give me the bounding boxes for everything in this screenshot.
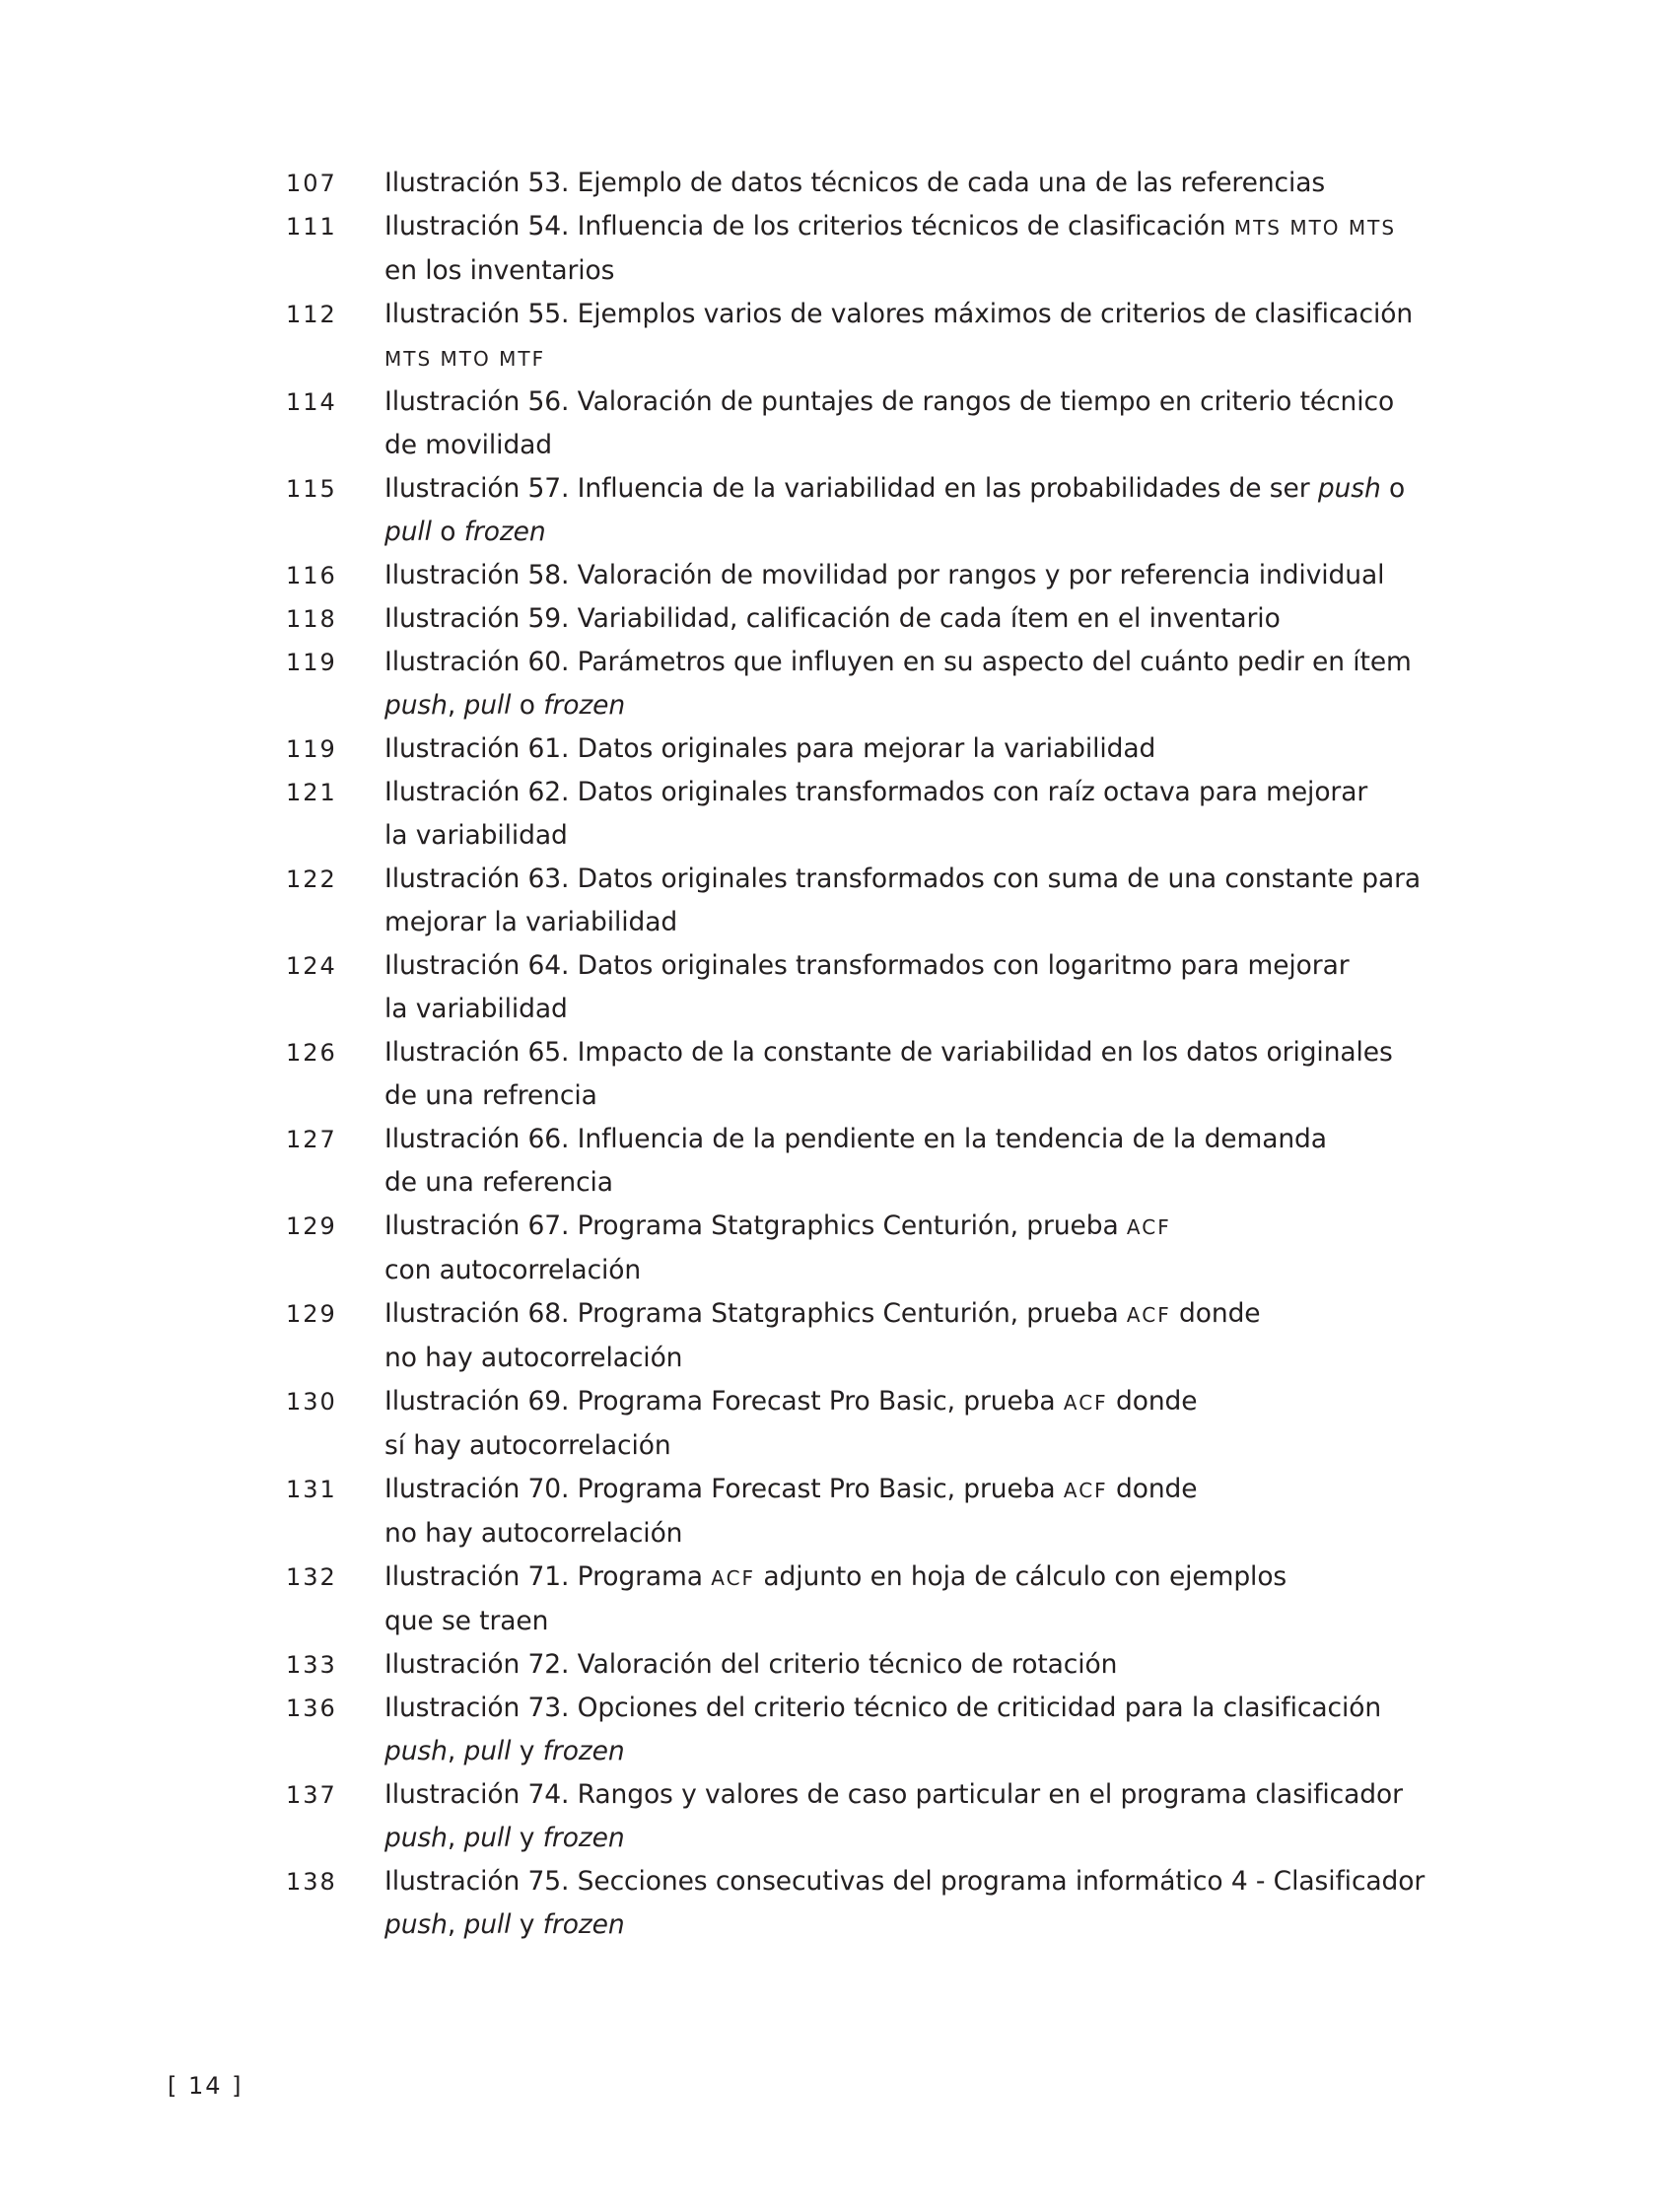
entry-title-line <box>384 1292 1449 1337</box>
entry-text-segment: ACF <box>1063 1391 1108 1415</box>
entry-label: Ilustración 69. <box>384 1386 570 1417</box>
entry-page-number: 131 <box>286 1476 337 1503</box>
toc-entry <box>286 293 1449 380</box>
entry-label: Ilustración 58. <box>384 560 570 590</box>
entry-text-segment: de una referencia <box>384 1167 613 1198</box>
entry-text-segment: , <box>447 1736 464 1766</box>
entry-text-segment: MTS MTO MTS <box>1233 216 1397 240</box>
entry-text-segment: , <box>447 1909 464 1940</box>
toc-entry <box>286 858 1449 944</box>
entry-label: Ilustración 55. <box>384 299 570 329</box>
entry-title-line <box>384 467 1449 511</box>
entry-text-segment: frozen <box>542 1909 625 1940</box>
entry-title-line <box>384 641 1449 684</box>
entry-title-line <box>384 424 1449 467</box>
entry-text-segment: MTS MTO MTF <box>384 347 546 371</box>
entry-text-segment: Programa <box>569 1561 712 1592</box>
entry-text-segment: adjunto en hoja de cálculo con ejemplos <box>755 1561 1287 1592</box>
entry-text-segment: y <box>511 1736 543 1766</box>
entry-label: Ilustración 73. <box>384 1693 570 1723</box>
entry-label: Ilustración 65. <box>384 1037 570 1068</box>
entry-title-line <box>384 1380 1449 1424</box>
entry-text-segment: frozen <box>463 517 546 547</box>
entry-label: Ilustración 70. <box>384 1474 570 1504</box>
entry-text-segment: push <box>1317 473 1381 504</box>
toc-entry <box>286 641 1449 727</box>
entry-page-number: 127 <box>286 1126 337 1153</box>
entry-text-segment: push <box>384 1823 448 1853</box>
entry-title-line <box>384 1643 1449 1687</box>
toc-entry <box>286 1468 1449 1555</box>
entry-title <box>384 858 1449 944</box>
entry-text-segment: o <box>431 517 464 547</box>
entry-text-segment: Valoración de movilidad por rangos y por referencia individual <box>569 560 1385 590</box>
entry-text-segment: push <box>384 1736 448 1766</box>
entry-label: Ilustración 66. <box>384 1124 570 1154</box>
entry-page-number: 112 <box>286 301 337 328</box>
entry-text-segment: o <box>1380 473 1406 504</box>
entry-text-segment: ACF <box>1126 1215 1171 1239</box>
entry-title-line <box>384 1817 1449 1860</box>
entry-label: Ilustración 54. <box>384 211 570 242</box>
toc-entry <box>286 1860 1449 1947</box>
toc-entry <box>286 380 1449 467</box>
entry-title <box>384 1205 1449 1292</box>
entry-title-line <box>384 1512 1449 1555</box>
entry-title-line <box>384 1337 1449 1380</box>
entry-title-line <box>384 858 1449 901</box>
entry-text-segment: Valoración de puntajes de rangos de tiempo en criterio técnico <box>569 386 1395 417</box>
entry-text-segment: Ejemplo de datos técnicos de cada una de las referencias <box>569 168 1326 198</box>
entry-title <box>384 467 1449 554</box>
entry-page-number: 119 <box>286 735 337 763</box>
entry-label: Ilustración 64. <box>384 950 570 981</box>
entry-text-segment: Impacto de la constante de variabilidad en los datos originales <box>569 1037 1393 1068</box>
entry-text-segment: la variabilidad <box>384 994 568 1024</box>
entry-text-segment: Programa Statgraphics Centurión, prueba <box>569 1298 1127 1329</box>
entry-label: Ilustración 72. <box>384 1649 570 1680</box>
toc-entry <box>286 1292 1449 1380</box>
entry-title-line <box>384 1161 1449 1205</box>
toc-entry <box>286 554 1449 597</box>
entry-label: Ilustración 62. <box>384 777 570 807</box>
entry-text-segment: pull <box>463 690 512 721</box>
entry-title <box>384 944 1449 1031</box>
page-number: [ 14 ] <box>168 2072 243 2100</box>
entry-title <box>384 641 1449 727</box>
entry-text-segment: sí hay autocorrelación <box>384 1430 671 1461</box>
entry-text-segment: ACF <box>1126 1303 1171 1327</box>
entry-label: Ilustración 68. <box>384 1298 570 1329</box>
entry-text-segment: pull <box>463 1823 512 1853</box>
entry-text-segment: Influencia de la variabilidad en las probabilidades de ser <box>569 473 1318 504</box>
entry-page-number: 111 <box>286 213 337 241</box>
entry-text-segment: donde <box>1107 1386 1198 1417</box>
entry-label: Ilustración 74. <box>384 1779 570 1810</box>
entry-text-segment: la variabilidad <box>384 820 568 851</box>
entry-text-segment: con autocorrelación <box>384 1255 642 1285</box>
entry-text-segment: frozen <box>542 1736 625 1766</box>
entry-title-line <box>384 988 1449 1031</box>
table-of-illustrations <box>286 162 1449 1947</box>
entry-title <box>384 1687 1449 1773</box>
entry-title <box>384 1118 1449 1205</box>
toc-entry <box>286 1687 1449 1773</box>
entry-text-segment: donde <box>1107 1474 1198 1504</box>
entry-title-line <box>384 1424 1449 1468</box>
entry-page-number: 126 <box>286 1039 337 1067</box>
entry-title-line <box>384 205 1449 249</box>
entry-label: Ilustración 71. <box>384 1561 570 1592</box>
entry-title-line <box>384 1903 1449 1947</box>
entry-page-number: 121 <box>286 779 337 806</box>
entry-text-segment: Datos originales para mejorar la variabilidad <box>569 733 1156 764</box>
entry-text-segment: no hay autocorrelación <box>384 1518 683 1549</box>
entry-title-line <box>384 1074 1449 1118</box>
entry-text-segment: Programa Statgraphics Centurión, prueba <box>569 1210 1127 1241</box>
entry-text-segment: Influencia de los criterios técnicos de clasificación <box>569 211 1234 242</box>
entry-title <box>384 293 1449 380</box>
entry-title <box>384 771 1449 858</box>
toc-entry <box>286 1773 1449 1860</box>
entry-text-segment: y <box>511 1823 543 1853</box>
toc-entry <box>286 1205 1449 1292</box>
entry-title <box>384 1773 1449 1860</box>
entry-title <box>384 554 1449 597</box>
entry-text-segment: ACF <box>711 1566 756 1590</box>
entry-title-line <box>384 249 1449 293</box>
entry-label: Ilustración 61. <box>384 733 570 764</box>
entry-title <box>384 1292 1449 1380</box>
entry-title <box>384 1643 1449 1687</box>
entry-text-segment: Datos originales transformados con suma de una constante para <box>569 864 1422 894</box>
entry-title-line <box>384 727 1449 771</box>
entry-title-line <box>384 1860 1449 1903</box>
entry-title-line <box>384 380 1449 424</box>
entry-text-segment: no hay autocorrelación <box>384 1343 683 1373</box>
toc-entry <box>286 205 1449 293</box>
entry-text-segment: Ejemplos varios de valores máximos de criterios de clasificación <box>569 299 1414 329</box>
entry-title <box>384 205 1449 293</box>
entry-label: Ilustración 57. <box>384 473 570 504</box>
entry-title <box>384 597 1449 641</box>
entry-text-segment: y <box>511 1909 543 1940</box>
entry-text-segment: Programa Forecast Pro Basic, prueba <box>569 1386 1064 1417</box>
entry-title-line <box>384 1687 1449 1730</box>
entry-text-segment: o <box>511 690 544 721</box>
entry-page-number: 137 <box>286 1781 337 1809</box>
entry-label: Ilustración 63. <box>384 864 570 894</box>
toc-entry <box>286 1643 1449 1687</box>
entry-title-line <box>384 1773 1449 1817</box>
entry-label: Ilustración 56. <box>384 386 570 417</box>
entry-text-segment: push <box>384 1909 448 1940</box>
entry-title <box>384 1380 1449 1468</box>
entry-label: Ilustración 75. <box>384 1866 570 1897</box>
entry-text-segment: Datos originales transformados con raíz octava para mejorar <box>569 777 1368 807</box>
entry-text-segment: pull <box>384 517 432 547</box>
entry-text-segment: pull <box>463 1736 512 1766</box>
entry-title-line <box>384 293 1449 336</box>
entry-title-line <box>384 162 1449 205</box>
toc-entry <box>286 1555 1449 1643</box>
entry-text-segment: donde <box>1170 1298 1261 1329</box>
entry-text-segment: ACF <box>1063 1479 1108 1502</box>
entry-title-line <box>384 814 1449 858</box>
entry-page-number: 130 <box>286 1388 337 1416</box>
entry-text-segment: Influencia de la pendiente en la tendencia de la demanda <box>569 1124 1327 1154</box>
entry-text-segment: mejorar la variabilidad <box>384 907 678 937</box>
entry-title-line <box>384 1249 1449 1292</box>
entry-text-segment: push <box>384 690 448 721</box>
entry-text-segment: Secciones consecutivas del programa informático 4 - Clasificador <box>569 1866 1426 1897</box>
toc-entry <box>286 944 1449 1031</box>
entry-text-segment: de movilidad <box>384 430 553 460</box>
entry-page-number: 133 <box>286 1651 337 1679</box>
entry-page-number: 124 <box>286 952 337 980</box>
entry-title-line <box>384 597 1449 641</box>
entry-text-segment: Valoración del criterio técnico de rotación <box>569 1649 1118 1680</box>
entry-title <box>384 727 1449 771</box>
entry-page-number: 138 <box>286 1868 337 1896</box>
entry-title <box>384 1468 1449 1555</box>
entry-page-number: 136 <box>286 1694 337 1722</box>
entry-title <box>384 1031 1449 1118</box>
entry-title-line <box>384 1730 1449 1773</box>
entry-title-line <box>384 771 1449 814</box>
entry-text-segment: que se traen <box>384 1606 549 1636</box>
entry-title-line <box>384 1468 1449 1512</box>
toc-entry <box>286 162 1449 205</box>
toc-entry <box>286 727 1449 771</box>
entry-text-segment: en los inventarios <box>384 255 615 286</box>
toc-entry <box>286 771 1449 858</box>
entry-page-number: 129 <box>286 1212 337 1240</box>
entry-title-line <box>384 1555 1449 1600</box>
entry-text-segment: Variabilidad, calificación de cada ítem en el inventario <box>569 603 1281 634</box>
toc-entry <box>286 467 1449 554</box>
entry-title <box>384 1860 1449 1947</box>
entry-title-line <box>384 1031 1449 1074</box>
entry-text-segment: Programa Forecast Pro Basic, prueba <box>569 1474 1064 1504</box>
entry-text-segment: Rangos y valores de caso particular en el programa clasificador <box>569 1779 1403 1810</box>
entry-title-line <box>384 1118 1449 1161</box>
entry-title-line <box>384 554 1449 597</box>
toc-entry <box>286 1031 1449 1118</box>
entry-page-number: 116 <box>286 562 337 589</box>
entry-text-segment: Datos originales transformados con logaritmo para mejorar <box>569 950 1350 981</box>
toc-entry <box>286 597 1449 641</box>
entry-text-segment: de una refrencia <box>384 1080 597 1111</box>
entry-page-number: 122 <box>286 865 337 893</box>
entry-text-segment: frozen <box>542 1823 625 1853</box>
toc-entry <box>286 1118 1449 1205</box>
entry-text-segment: Parámetros que influyen en su aspecto del cuánto pedir en ítem <box>569 647 1412 677</box>
entry-title-line <box>384 944 1449 988</box>
entry-text-segment: pull <box>463 1909 512 1940</box>
entry-label: Ilustración 53. <box>384 168 570 198</box>
entry-text-segment: , <box>447 1823 464 1853</box>
entry-title <box>384 1555 1449 1643</box>
entry-page-number: 107 <box>286 170 337 197</box>
entry-title <box>384 380 1449 467</box>
entry-title-line <box>384 511 1449 554</box>
entry-page-number: 114 <box>286 388 337 416</box>
entry-title-line <box>384 336 1449 380</box>
entry-page-number: 119 <box>286 649 337 676</box>
entry-title-line <box>384 901 1449 944</box>
entry-text-segment: , <box>447 690 464 721</box>
entry-label: Ilustración 67. <box>384 1210 570 1241</box>
entry-page-number: 132 <box>286 1563 337 1591</box>
entry-title-line <box>384 1205 1449 1249</box>
entry-page-number: 118 <box>286 605 337 633</box>
entry-label: Ilustración 60. <box>384 647 570 677</box>
entry-label: Ilustración 59. <box>384 603 570 634</box>
entry-page-number: 129 <box>286 1300 337 1328</box>
entry-page-number: 115 <box>286 475 337 503</box>
entry-title-line <box>384 1600 1449 1643</box>
entry-text-segment: Opciones del criterio técnico de criticidad para la clasificación <box>569 1693 1382 1723</box>
entry-title-line <box>384 684 1449 727</box>
toc-entry <box>286 1380 1449 1468</box>
entry-title <box>384 162 1449 205</box>
entry-text-segment: frozen <box>543 690 626 721</box>
